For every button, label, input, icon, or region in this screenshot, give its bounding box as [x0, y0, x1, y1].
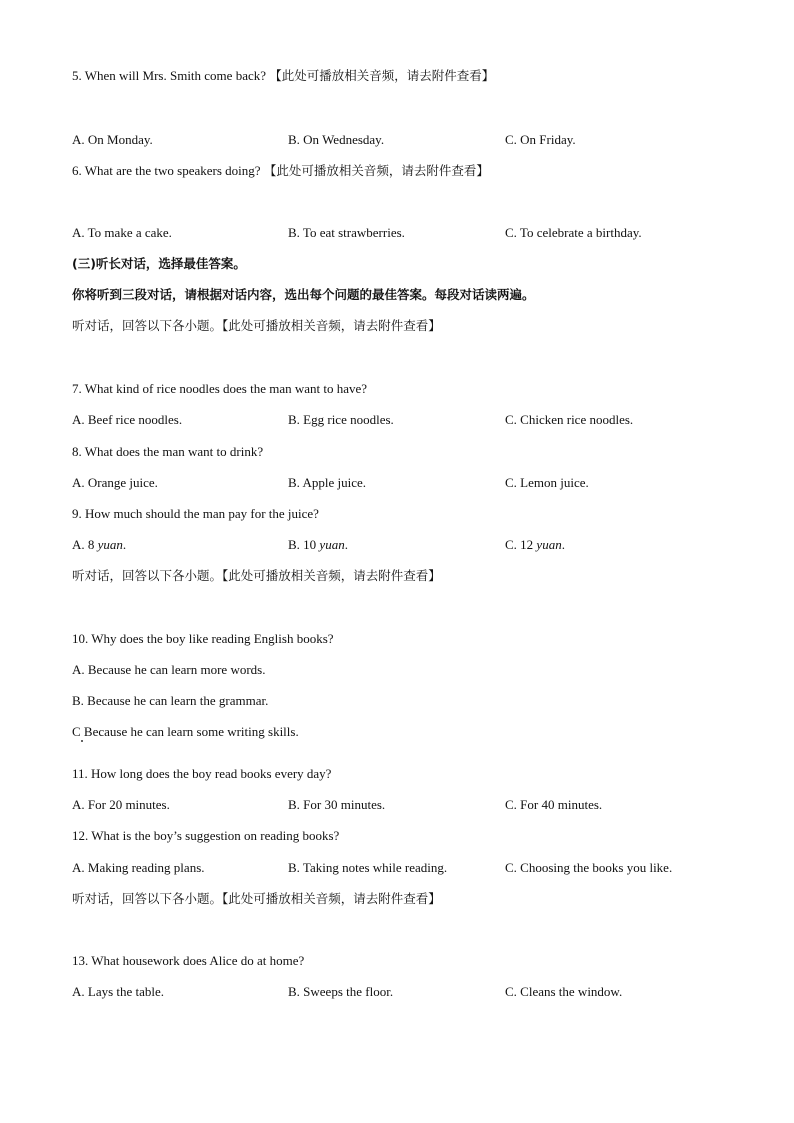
q10-option-a: A. Because he can learn more words. [72, 662, 266, 677]
period: . [561, 537, 565, 552]
question-6-text: 6. What are the two speakers doing? [72, 163, 261, 178]
period: . [122, 537, 127, 552]
q6-option-b: B. To eat strawberries. [288, 225, 405, 240]
q9-option-a [72, 537, 126, 553]
audio-note: 【此处可播放相关音频，请去附件查看】 [269, 68, 495, 83]
q7-option-a: A. Beef rice noodles. [72, 412, 183, 427]
q12-option-c: C. Choosing the books you like. [505, 860, 673, 875]
q11-option-c: C. For 40 minutes. [505, 797, 603, 812]
question-8: 8. What does the man want to drink? [72, 444, 264, 459]
q13-option-a: A. Lays the table. [72, 984, 165, 999]
stray-dot [81, 740, 83, 742]
q10-option-c: C Because he can learn some writing skills. [72, 724, 299, 739]
question-6 [72, 163, 489, 179]
question-12: 12. What is the boy’s suggestion on reading books? [72, 828, 340, 843]
q13-option-c: C. Cleans the window. [505, 984, 623, 999]
q11-option-a: A. For 20 minutes. [72, 797, 170, 812]
question-13: 13. What housework does Alice do at home? [72, 953, 305, 968]
q11-option-b: B. For 30 minutes. [288, 797, 386, 812]
currency-unit: yuan [536, 537, 562, 552]
audio-note: 【此处可播放相关音频，请去附件查看】 [263, 163, 489, 178]
dialogue-group-intro: 听对话，回答以下各小题。【此处可播放相关音频，请去附件查看】 [72, 891, 441, 906]
period: . [344, 537, 348, 552]
question-11: 11. How long does the boy read books every day? [72, 766, 332, 781]
question-7: 7. What kind of rice noodles does the man want to have? [72, 381, 368, 396]
q8-option-c: C. Lemon juice. [505, 475, 589, 490]
q13-option-b: B. Sweeps the floor. [288, 984, 394, 999]
q5-option-c: C. On Friday. [505, 132, 576, 147]
section-heading: (三)听长对话，选择最佳答案。 [72, 256, 246, 271]
q6-option-a: A. To make a cake. [72, 225, 172, 240]
question-5-text: 5. When will Mrs. Smith come back? [72, 68, 267, 83]
q9-option-c [505, 537, 565, 553]
option-value: A. 8 [72, 537, 98, 552]
q12-option-a: A. Making reading plans. [72, 860, 205, 875]
option-value: C. 12 [505, 537, 537, 552]
q5-option-b: B. On Wednesday. [288, 132, 385, 147]
option-value: B. 10 [288, 537, 320, 552]
q10-option-b: B. Because he can learn the grammar. [72, 693, 269, 708]
q5-option-a: A. On Monday. [72, 132, 153, 147]
currency-unit: yuan [319, 537, 345, 552]
q9-option-b [288, 537, 348, 553]
question-10: 10. Why does the boy like reading English books? [72, 631, 334, 646]
dialogue-group-intro: 听对话，回答以下各小题。【此处可播放相关音频，请去附件查看】 [72, 568, 441, 583]
question-9: 9. How much should the man pay for the juice? [72, 506, 319, 521]
q8-option-b: B. Apple juice. [288, 475, 366, 490]
q8-option-a: A. Orange juice. [72, 475, 158, 490]
section-instruction: 你将听到三段对话，请根据对话内容，选出每个问题的最佳答案。每段对话读两遍。 [72, 287, 535, 302]
dialogue-group-intro: 听对话，回答以下各小题。【此处可播放相关音频，请去附件查看】 [72, 318, 441, 333]
q12-option-b: B. Taking notes while reading. [288, 860, 448, 875]
q6-option-c: C. To celebrate a birthday. [505, 225, 642, 240]
currency-unit: yuan [97, 537, 123, 552]
q7-option-b: B. Egg rice noodles. [288, 412, 394, 427]
question-5 [72, 68, 494, 84]
q7-option-c: C. Chicken rice noodles. [505, 412, 634, 427]
